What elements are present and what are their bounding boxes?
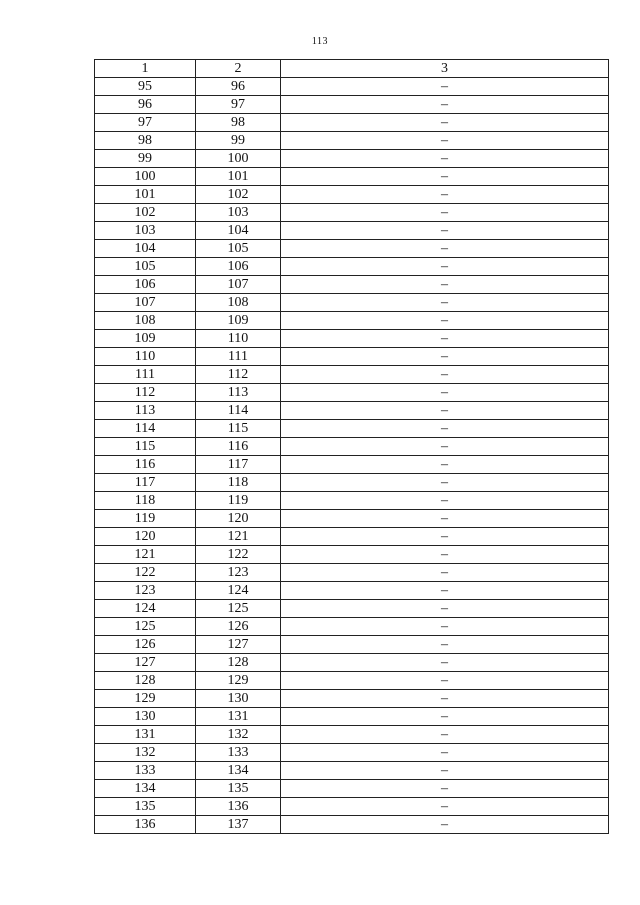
table-cell-col2: 109 (196, 312, 281, 330)
table-cell-col3: – (281, 204, 609, 222)
column-header-1: 1 (95, 60, 196, 78)
table-cell-col1: 135 (95, 798, 196, 816)
table-cell-col3: – (281, 780, 609, 798)
table-row (95, 600, 609, 618)
table-cell-col2: 135 (196, 780, 281, 798)
table-row (95, 636, 609, 654)
table-cell-col2: 106 (196, 258, 281, 276)
table-cell-col3: – (281, 96, 609, 114)
table-cell-col3: – (281, 654, 609, 672)
table-cell-col2: 136 (196, 798, 281, 816)
table-header (95, 60, 609, 78)
table-cell-col1: 116 (95, 456, 196, 474)
table-cell-col3: – (281, 798, 609, 816)
table-cell-col2: 127 (196, 636, 281, 654)
table-cell-col2: 111 (196, 348, 281, 366)
table-cell-col2: 112 (196, 366, 281, 384)
table-row (95, 402, 609, 420)
table-row (95, 582, 609, 600)
table-cell-col1: 111 (95, 366, 196, 384)
table-cell-col1: 126 (95, 636, 196, 654)
table-cell-col1: 114 (95, 420, 196, 438)
column-header-3: 3 (281, 60, 609, 78)
table-body (95, 78, 609, 834)
table-cell-col3: – (281, 168, 609, 186)
table-cell-col2: 104 (196, 222, 281, 240)
table-row (95, 798, 609, 816)
table-row (95, 690, 609, 708)
table-cell-col1: 100 (95, 168, 196, 186)
table-cell-col3: – (281, 276, 609, 294)
table-cell-col3: – (281, 762, 609, 780)
table-cell-col2: 101 (196, 168, 281, 186)
table-cell-col1: 125 (95, 618, 196, 636)
table-cell-col2: 99 (196, 132, 281, 150)
table-row (95, 258, 609, 276)
table-cell-col2: 119 (196, 492, 281, 510)
table-row (95, 78, 609, 96)
table-cell-col1: 103 (95, 222, 196, 240)
table-cell-col2: 129 (196, 672, 281, 690)
table-cell-col3: – (281, 600, 609, 618)
table-cell-col2: 132 (196, 726, 281, 744)
table-row (95, 564, 609, 582)
table-row (95, 762, 609, 780)
table-cell-col3: – (281, 726, 609, 744)
table-cell-col3: – (281, 114, 609, 132)
table-cell-col3: – (281, 816, 609, 834)
table-row (95, 474, 609, 492)
table-cell-col1: 118 (95, 492, 196, 510)
table-cell-col3: – (281, 240, 609, 258)
table-row (95, 654, 609, 672)
table-row (95, 204, 609, 222)
table-cell-col2: 110 (196, 330, 281, 348)
table-cell-col2: 124 (196, 582, 281, 600)
table-cell-col2: 107 (196, 276, 281, 294)
table-row (95, 708, 609, 726)
table-row (95, 672, 609, 690)
table-cell-col2: 116 (196, 438, 281, 456)
table-cell-col2: 133 (196, 744, 281, 762)
table-cell-col1: 122 (95, 564, 196, 582)
table-cell-col2: 118 (196, 474, 281, 492)
table-row (95, 186, 609, 204)
table-cell-col1: 106 (95, 276, 196, 294)
table-cell-col3: – (281, 150, 609, 168)
table-cell-col1: 127 (95, 654, 196, 672)
table-cell-col3: – (281, 492, 609, 510)
table-cell-col1: 99 (95, 150, 196, 168)
table-cell-col1: 133 (95, 762, 196, 780)
table-row (95, 132, 609, 150)
table-cell-col1: 107 (95, 294, 196, 312)
table-cell-col3: – (281, 438, 609, 456)
table-cell-col1: 113 (95, 402, 196, 420)
table-row (95, 96, 609, 114)
table-cell-col2: 134 (196, 762, 281, 780)
table-cell-col3: – (281, 420, 609, 438)
page-number: 113 (311, 36, 329, 47)
table-cell-col2: 120 (196, 510, 281, 528)
header-row (95, 60, 609, 78)
table-cell-col1: 96 (95, 96, 196, 114)
table-cell-col3: – (281, 618, 609, 636)
table-cell-col1: 132 (95, 744, 196, 762)
table-row (95, 420, 609, 438)
table-cell-col3: – (281, 402, 609, 420)
table-cell-col3: – (281, 510, 609, 528)
table-row (95, 546, 609, 564)
table-row (95, 150, 609, 168)
data-table (94, 59, 609, 834)
table-cell-col3: – (281, 78, 609, 96)
table-row (95, 528, 609, 546)
table-cell-col1: 124 (95, 600, 196, 618)
table-row (95, 168, 609, 186)
table-cell-col2: 100 (196, 150, 281, 168)
table-cell-col2: 126 (196, 618, 281, 636)
table-row (95, 726, 609, 744)
table-cell-col3: – (281, 258, 609, 276)
table-row (95, 348, 609, 366)
table-cell-col1: 129 (95, 690, 196, 708)
table-cell-col1: 117 (95, 474, 196, 492)
table-row (95, 366, 609, 384)
table-cell-col3: – (281, 690, 609, 708)
table-row (95, 384, 609, 402)
table-cell-col1: 109 (95, 330, 196, 348)
table-cell-col3: – (281, 294, 609, 312)
table-row (95, 438, 609, 456)
table-cell-col3: – (281, 456, 609, 474)
table-cell-col1: 108 (95, 312, 196, 330)
table-cell-col3: – (281, 582, 609, 600)
table-cell-col3: – (281, 312, 609, 330)
table-cell-col3: – (281, 564, 609, 582)
table-row (95, 618, 609, 636)
table-cell-col2: 96 (196, 78, 281, 96)
table-row (95, 222, 609, 240)
column-header-2: 2 (196, 60, 281, 78)
table-cell-col1: 110 (95, 348, 196, 366)
table-row (95, 240, 609, 258)
table-cell-col1: 105 (95, 258, 196, 276)
table-cell-col2: 115 (196, 420, 281, 438)
table-cell-col3: – (281, 348, 609, 366)
table-row (95, 510, 609, 528)
table-cell-col3: – (281, 330, 609, 348)
table-cell-col2: 122 (196, 546, 281, 564)
table-row (95, 294, 609, 312)
table-cell-col3: – (281, 384, 609, 402)
table-cell-col3: – (281, 222, 609, 240)
table-row (95, 276, 609, 294)
table-row (95, 744, 609, 762)
table-cell-col2: 103 (196, 204, 281, 222)
table-cell-col3: – (281, 672, 609, 690)
table-cell-col2: 128 (196, 654, 281, 672)
table-row (95, 492, 609, 510)
table-cell-col1: 104 (95, 240, 196, 258)
table-cell-col2: 113 (196, 384, 281, 402)
table-cell-col1: 112 (95, 384, 196, 402)
table-cell-col1: 131 (95, 726, 196, 744)
table-cell-col2: 130 (196, 690, 281, 708)
table-cell-col2: 117 (196, 456, 281, 474)
table-cell-col1: 115 (95, 438, 196, 456)
table-row (95, 330, 609, 348)
table-cell-col2: 137 (196, 816, 281, 834)
table-cell-col2: 131 (196, 708, 281, 726)
table-row (95, 780, 609, 798)
table-cell-col3: – (281, 636, 609, 654)
table-cell-col3: – (281, 546, 609, 564)
table-cell-col1: 128 (95, 672, 196, 690)
table-cell-col1: 130 (95, 708, 196, 726)
table-row (95, 312, 609, 330)
table-cell-col2: 97 (196, 96, 281, 114)
table-cell-col1: 95 (95, 78, 196, 96)
table-cell-col3: – (281, 744, 609, 762)
table-cell-col1: 123 (95, 582, 196, 600)
table-row (95, 456, 609, 474)
table-cell-col1: 119 (95, 510, 196, 528)
table-cell-col1: 98 (95, 132, 196, 150)
table-cell-col1: 102 (95, 204, 196, 222)
table-cell-col1: 121 (95, 546, 196, 564)
table-cell-col2: 98 (196, 114, 281, 132)
table-cell-col2: 121 (196, 528, 281, 546)
table-cell-col2: 123 (196, 564, 281, 582)
table-cell-col2: 125 (196, 600, 281, 618)
table-cell-col1: 97 (95, 114, 196, 132)
table-cell-col1: 136 (95, 816, 196, 834)
table-cell-col2: 102 (196, 186, 281, 204)
table-cell-col1: 120 (95, 528, 196, 546)
table-cell-col3: – (281, 528, 609, 546)
table-cell-col2: 108 (196, 294, 281, 312)
table-cell-col3: – (281, 708, 609, 726)
table-cell-col3: – (281, 186, 609, 204)
table-cell-col2: 105 (196, 240, 281, 258)
table-cell-col3: – (281, 366, 609, 384)
table-cell-col1: 134 (95, 780, 196, 798)
table-row (95, 114, 609, 132)
table-cell-col2: 114 (196, 402, 281, 420)
table-cell-col3: – (281, 132, 609, 150)
table-cell-col1: 101 (95, 186, 196, 204)
table-row (95, 816, 609, 834)
table-cell-col3: – (281, 474, 609, 492)
